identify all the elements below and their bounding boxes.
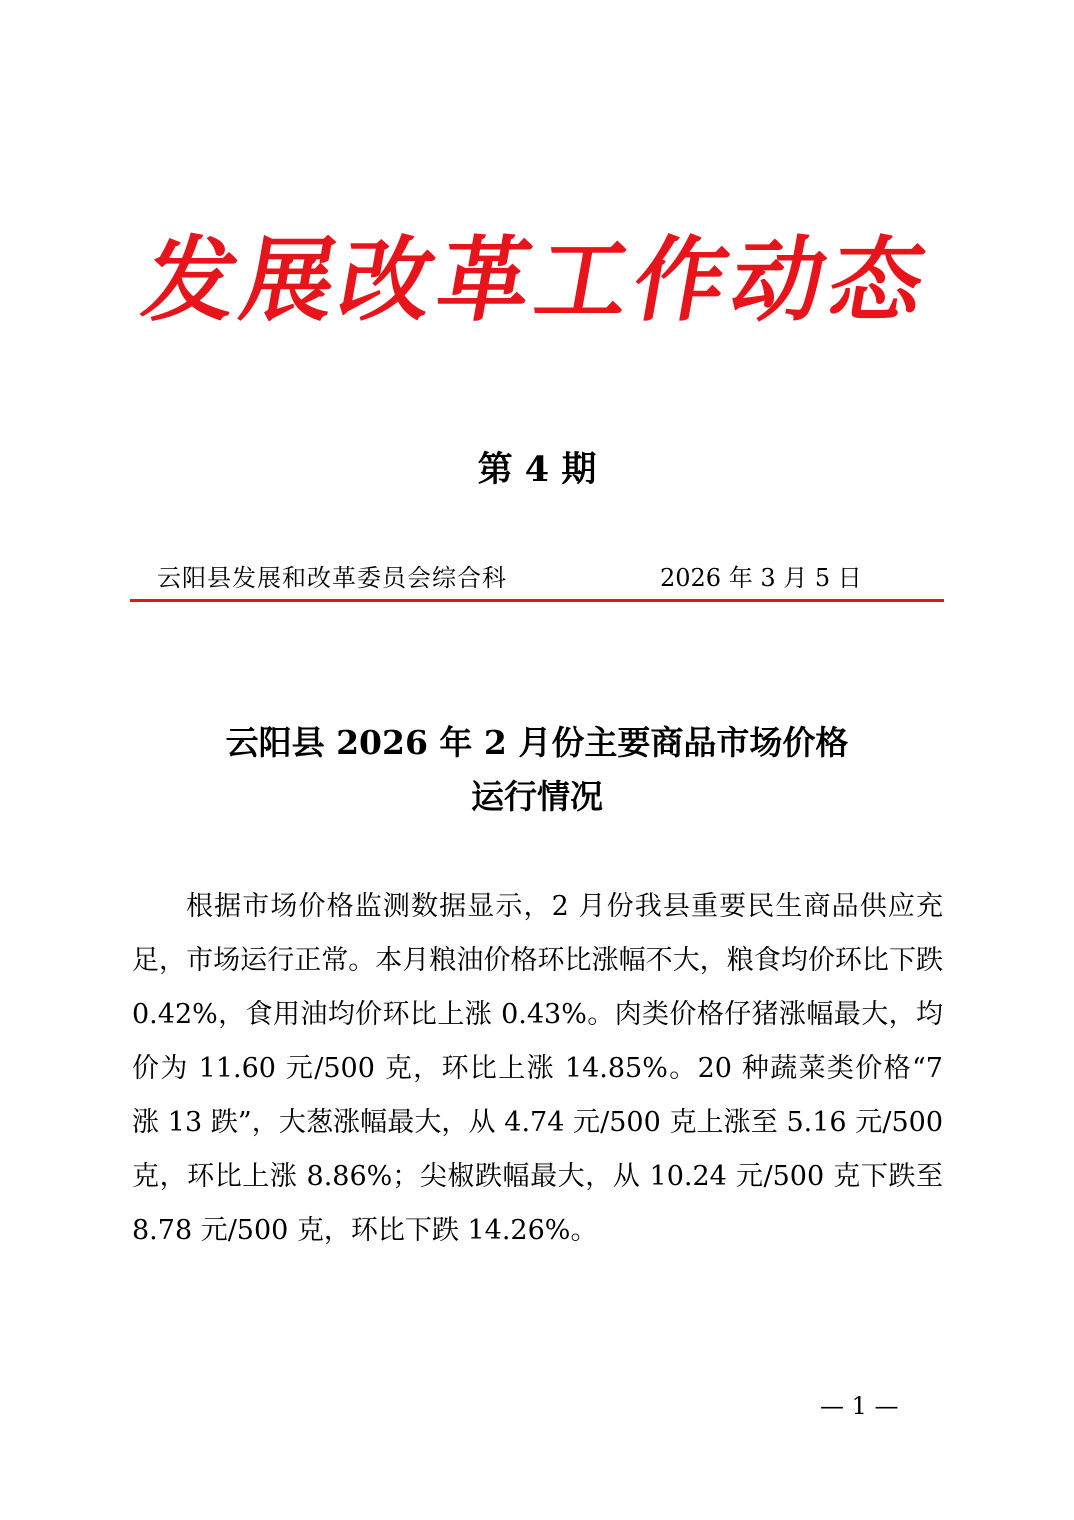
article-title-line-2: 运行情况 xyxy=(471,777,603,816)
article-title-line-1: 云阳县 2026 年 2 月份主要商品市场价格 xyxy=(225,723,849,762)
page-number: — 1 — xyxy=(820,1392,899,1420)
issue-number: 第 4 期 xyxy=(477,449,597,490)
masthead-title: 发展改革工作动态 xyxy=(135,226,939,334)
issuing-organization: 云阳县发展和改革委员会综合科 xyxy=(157,564,507,592)
article-title xyxy=(100,716,974,824)
red-divider-rule xyxy=(130,599,944,602)
issue-date: 2026 年 3 月 5 日 xyxy=(660,564,862,592)
article-paragraph: 根据市场价格监测数据显示，2 月份我县重要民生商品供应充足，市场运行正常。本月粮油价格环比涨幅不大，粮食均价环比下跌 0.42%，食用油均价环比上涨 0.43%。肉类价格仔猪涨幅最大，均价为 11.60 元/500 克，环比上涨 14.85%。20 种蔬菜类价格“7 涨 13 跌”，大葱涨幅最大，从 4.74 元/500 克上涨至 5.16 元/500 克，环比上涨 8.86%；尖椒跌幅最大，从 10.24 元/500 克下跌至 8.78 元/500 克，环比下跌 14.26%。 xyxy=(132,891,943,1246)
